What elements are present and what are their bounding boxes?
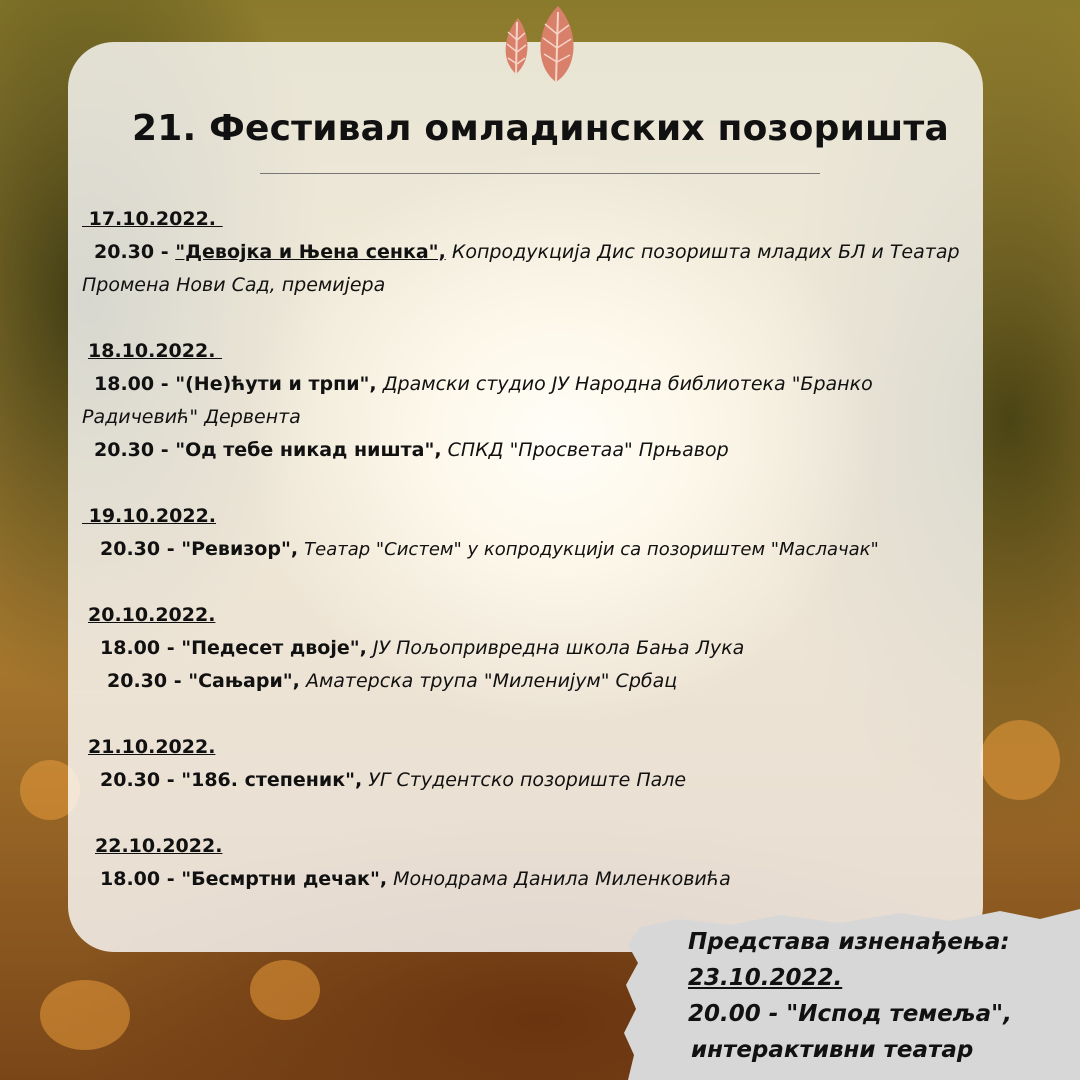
surprise-description: интерактивни театар — [691, 1037, 974, 1063]
schedule-event — [82, 632, 992, 665]
day-date: 22.10.2022. — [95, 835, 223, 857]
event-organizer: ЈУ Пољопривредна школа Бања Лука — [372, 637, 745, 659]
schedule-event — [82, 863, 992, 896]
surprise-heading: Представа изненађења: — [688, 929, 1010, 955]
schedule-day — [82, 500, 992, 566]
title-divider — [260, 173, 820, 174]
day-date: 18.10.2022. — [88, 340, 223, 362]
page-title: 21. Фестивал омладинских позоришта — [131, 108, 949, 149]
schedule-event — [82, 434, 992, 467]
bokeh-light — [250, 960, 320, 1020]
event-organizer: СПКД "Просветаа" Прњавор — [447, 439, 729, 461]
event-time: 20.30 - — [94, 241, 176, 263]
event-time: 20.30 - — [100, 769, 182, 791]
schedule-day — [82, 830, 992, 896]
schedule-day — [82, 731, 992, 797]
event-title: "186. степеник", — [181, 769, 363, 791]
day-date: 17.10.2022. — [82, 208, 223, 230]
day-date: 20.10.2022. — [88, 604, 216, 626]
schedule-day — [82, 335, 992, 467]
event-organizer: Драмски студио ЈУ Народна библиотека "Бранко Радичевић" Дервента — [82, 373, 873, 428]
event-time: 20.30 - — [100, 538, 182, 560]
bokeh-light — [40, 980, 130, 1050]
event-organizer: Аматерска трупа "Миленијум" Србац — [305, 670, 678, 692]
leaves-icon — [498, 0, 582, 84]
schedule-event — [82, 764, 992, 797]
surprise-show-note — [688, 924, 1078, 1068]
surprise-date: 23.10.2022. — [688, 965, 843, 991]
schedule-event — [82, 665, 992, 698]
event-title: "(Не)ћути и трпи", — [175, 373, 377, 395]
event-time: 20.30 - — [94, 439, 176, 461]
event-organizer: Копродукција Дис позоришта младих БЛ и Театар Промена Нови Сад, премијера — [82, 241, 960, 296]
event-organizer: Монодрама Данила Миленковића — [393, 868, 731, 890]
schedule-day — [82, 203, 992, 302]
festival-schedule — [82, 203, 992, 929]
event-time: 20.30 - — [107, 670, 189, 692]
event-organizer: Театар "Систем" у копродукцији са позориштем "Маслачак" — [304, 539, 879, 560]
event-title: "Ревизор", — [181, 538, 299, 560]
event-title: "Девојка и Њена сенка", — [175, 241, 446, 263]
event-organizer: УГ Студентско позориште Пале — [368, 769, 687, 791]
schedule-event — [82, 368, 992, 434]
surprise-show-title: 20.00 - "Испод темеља", — [688, 1001, 1012, 1027]
day-date: 19.10.2022. — [82, 505, 217, 527]
event-time: 18.00 - — [94, 373, 176, 395]
bokeh-light — [980, 720, 1060, 800]
event-time: 18.00 - — [100, 868, 182, 890]
event-title: "Бесмртни дечак", — [181, 868, 388, 890]
schedule-event — [82, 533, 992, 566]
event-title: "Од тебе никад ништа", — [175, 439, 442, 461]
day-date: 21.10.2022. — [88, 736, 216, 758]
schedule-day — [82, 599, 992, 698]
schedule-event — [82, 236, 992, 302]
event-time: 18.00 - — [100, 637, 182, 659]
event-title: "Сањари", — [188, 670, 300, 692]
event-title: "Педесет двоје", — [181, 637, 367, 659]
